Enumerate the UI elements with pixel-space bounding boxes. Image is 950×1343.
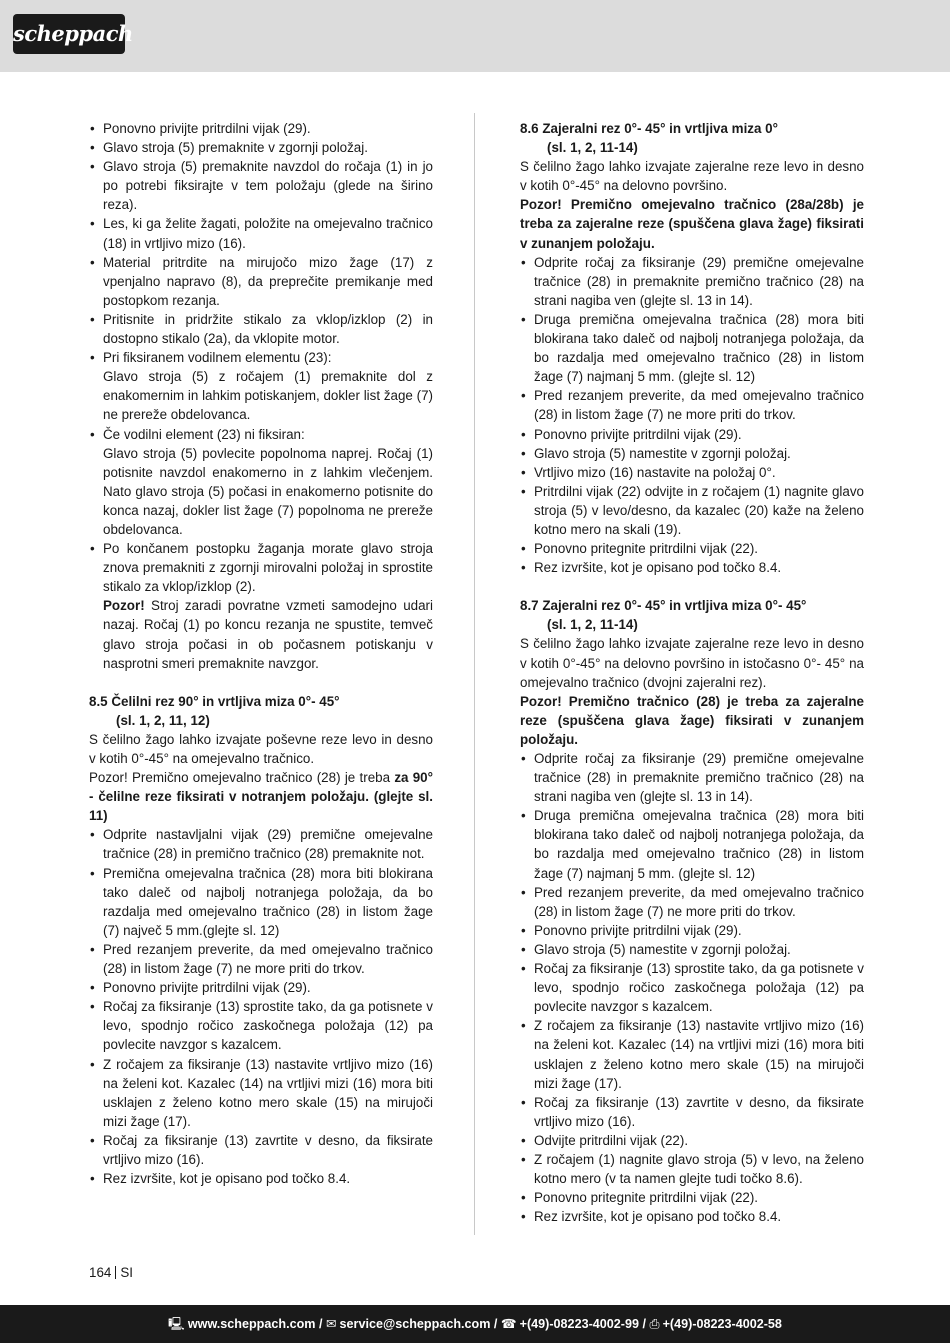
list-item [89, 539, 433, 673]
bullet-list-8-7 [520, 749, 864, 1226]
section-warning: Pozor! Premično omejevalno tračnico (28a/28b) je treba za zajeralne reze (spuščena glava žage) fiksirati v zunanjem položaju. [520, 197, 864, 251]
left-column [89, 119, 433, 1188]
bullet-list-8-5 [89, 825, 433, 1188]
list-item: • Ponovno privijte pritrdilni vijak (29). [89, 119, 433, 138]
section-title: 8.5 Čelilni rez 90° in vrtljiva miza 0°- 45° [89, 693, 340, 709]
warning-label: Pozor! [103, 598, 145, 614]
list-item: • Les, ki ga želite žagati, položite na omejevalno tračnico (18) in vrtljivo mizo (16). [89, 214, 433, 252]
warning-text: Stroj zaradi povratne vzmeti samodejno udari nazaj. Ročaj (1) po koncu rezanja ne spustite, temveč glavo stroja počasi in ob počasnem potiskanju v nasprotni smeri premaknite navzgor. [103, 598, 433, 671]
list-item [89, 425, 433, 540]
section-title: 8.7 Zajeralni rez 0°- 45° in vrtljiva miza 0°- 45° [520, 598, 807, 614]
list-item: • Ponovno pritegnite pritrdilni vijak (22). [520, 1188, 864, 1207]
computer-icon: 🖳 [168, 1317, 185, 1331]
list-item: • Pred rezanjem preverite, da med omejevalno tračnico (28) in listom žage (7) ne more priti do trkov. [520, 883, 864, 921]
section-intro: S čelilno žago lahko izvajate zajeralne reze levo in desno v kotih 0°-45° na delovno površino in istočasno 0°- 45° na omejevalno tračnico (dvojni zajeralni rez). [520, 636, 864, 690]
list-item: • Glavo stroja (5) namestite v zgornji položaj. [520, 444, 864, 463]
list-item: • Glavo stroja (5) namestite v zgornji položaj. [520, 940, 864, 959]
section-subtitle: (sl. 1, 2, 11-14) [547, 140, 638, 156]
list-item: • Odvijte pritrdilni vijak (22). [520, 1131, 864, 1150]
footer-web: www.scheppach.com / [187, 1317, 323, 1331]
page-header [0, 0, 950, 72]
column-divider [474, 113, 475, 1235]
finish-warning [103, 596, 433, 672]
footer-fax: +(49)-08223-4002-58 [662, 1317, 782, 1331]
list-item: • Z ročajem za fiksiranje (13) nastavite vrtljivo mizo (16) na želeni kot. Kazalec (14) na vrtljivi mizi (16) mora biti usklajen z želeno kotno mero skale (15) na mirujoči mizi žage (17). [520, 1016, 864, 1092]
list-item: • Ročaj za fiksiranje (13) zavrtite v desno, da fiksirate vrtljivo mizo (16). [89, 1131, 433, 1169]
section-heading-8-5 [89, 692, 433, 730]
footer-email: service@scheppach.com / [339, 1317, 498, 1331]
bullet-list-8-6 [520, 253, 864, 578]
list-item: • Material pritrdite na mirujočo mizo žage (17) z vpenjalno napravo (8), da preprečite premikanje med postopkom rezanja. [89, 253, 433, 310]
list-item: • Pritrdilni vijak (22) odvijte in z ročajem (1) nagnite glavo stroja (5) v levo/desno, da kazalec (20) kaže na želeno kotno mero na skali (19). [520, 482, 864, 539]
list-item: • Odprite nastavljalni vijak (29) premične omejevalne tračnice (28) in premično tračnico (28) premaknite not. [89, 825, 433, 863]
footer-phone: +(49)-08223-4002-99 / [519, 1317, 646, 1331]
bullet-list-top [89, 119, 433, 673]
section-intro: S čelilno žago lahko izvajate poševne reze levo in desno v kotih 0°-45° na omejevalno tračnico. [89, 731, 433, 766]
right-column [520, 119, 864, 1226]
list-item: • Ponovno privijte pritrdilni vijak (29). [89, 978, 433, 997]
finish-text: • Po končanem postopku žaganja morate glavo stroja znova premakniti z zgornji mirovalni položaj in sprostite stikalo za vklop/izklop (2). [103, 541, 433, 595]
list-item: • Druga premična omejevalna tračnica (28) mora biti blokirana tako daleč od najbolj notranjega položaja, da bo razdalja med omejevalno tračnico (28) in listom žage (7) najmanj 5 mm. (glejte sl. 12) [520, 806, 864, 882]
section-title: 8.6 Zajeralni rez 0°- 45° in vrtljiva miza 0° [520, 121, 778, 136]
list-item: • Rez izvršite, kot je opisano pod točko 8.4. [520, 1207, 864, 1226]
list-item: • Vrtljivo mizo (16) nastavite na položaj 0°. [520, 463, 864, 482]
page-language: SI [120, 1265, 133, 1280]
list-item: • Odprite ročaj za fiksiranje (29) premične omejevalne tračnice (28) in premaknite premično tračnico (28) na strani nagiba ven (glejte sl. 13 in 14). [520, 749, 864, 806]
list-item: • Odprite ročaj za fiksiranje (29) premične omejevalne tračnice (28) in premaknite premično tračnico (28) na strani nagiba ven (glejte sl. 13 in 14). [520, 253, 864, 310]
list-item: • Premična omejevalna tračnica (28) mora biti blokirana tako daleč od najbolj notranjega položaja, da bo razdalja med omejevalno tračnico (28) in listom žage (7) največ 5 mm.(glejte sl. 12) [89, 864, 433, 940]
section-subtitle: (sl. 1, 2, 11, 12) [116, 712, 210, 728]
fixed-guide-intro: • Pri fiksiranem vodilnem elementu (23): [103, 350, 332, 366]
section-warning: Pozor! Premično tračnico (28) je treba za zajeralne reze (spuščena glava žage) fiksirati v zunanjem položaju. [520, 693, 864, 747]
warning-bold: za 90° - čelilne reze fiksirati v notranjem položaju. (glejte sl. 11) [89, 770, 433, 824]
section-intro: S čelilno žago lahko izvajate zajeralne reze levo in desno v kotih 0°-45° na delovno površino. [520, 159, 864, 194]
section-subtitle: (sl. 1, 2, 11-14) [547, 617, 638, 633]
page-footer [0, 1305, 950, 1343]
list-item: • Z ročajem (1) nagnite glavo stroja (5) v levo, na želeno kotno mero (v ta namen glejte tudi točko 8.6). [520, 1150, 864, 1188]
page-number-separator [115, 1266, 116, 1279]
phone-icon: ☎ [500, 1317, 517, 1331]
fax-icon: ⎙ [649, 1317, 660, 1331]
list-item: • Glavo stroja (5) premaknite v zgornji položaj. [89, 138, 433, 157]
list-item [89, 348, 433, 424]
list-item: • Z ročajem za fiksiranje (13) nastavite vrtljivo mizo (16) na želeni kot. Kazalec (14) na vrtljivi mizi (16) mora biti usklajen z želeno kotno mero skale (15) na mirujoči mizi žage (17). [89, 1055, 433, 1131]
list-item: • Rez izvršite, kot je opisano pod točko 8.4. [520, 558, 864, 577]
list-item: • Druga premična omejevalna tračnica (28) mora biti blokirana tako daleč od najbolj notranjega položaja, da bo razdalja med omejevalno tračnico (28) in listom žage (7) najmanj 5 mm. (glejte sl. 12) [520, 310, 864, 386]
section-heading-8-7 [520, 596, 864, 634]
list-item: • Pred rezanjem preverite, da med omejevalno tračnico (28) in listom žage (7) ne more priti do trkov. [520, 386, 864, 424]
email-icon: ✉ [325, 1317, 337, 1331]
list-item: • Pred rezanjem preverite, da med omejevalno tračnico (28) in listom žage (7) ne more priti do trkov. [89, 940, 433, 978]
warning-plain: Pozor! Premično omejevalno tračnico (28) je treba [89, 770, 395, 786]
page-number [89, 1265, 133, 1280]
list-item: • Ročaj za fiksiranje (13) sprostite tako, da ga potisnete v levo, spodnjo ročico zaskočnega položaja (12) pa povlecite navzgor s kazalcem. [520, 959, 864, 1016]
page-number-value: 164 [89, 1265, 112, 1280]
scheppach-logo: scheppach [13, 14, 125, 54]
section-warning [89, 768, 433, 825]
list-item: • Ponovno privijte pritrdilni vijak (29). [520, 425, 864, 444]
list-item: • Glavo stroja (5) premaknite navzdol do ročaja (1) in jo po potrebi fiksirajte v tem položaju (glede na širino reza). [89, 157, 433, 214]
list-item: • Ponovno pritegnite pritrdilni vijak (22). [520, 539, 864, 558]
unfixed-guide-text: Glavo stroja (5) povlecite popolnoma naprej. Ročaj (1) potisnite navzdol enakomerno in z lahkim vlečenjem. Nato glavo stroja (5) počasi in enakomerno potisnite do konca nazaj, dokler list žage (7) popolnoma ne prereže obdelovanca. [103, 445, 433, 537]
list-item: • Ponovno privijte pritrdilni vijak (29). [520, 921, 864, 940]
section-heading-8-6 [520, 119, 864, 157]
list-item: • Pritisnite in pridržite stikalo za vklop/izklop (2) in dostopno stikalo (2a), da vklopite motor. [89, 310, 433, 348]
list-item: • Ročaj za fiksiranje (13) zavrtite v desno, da fiksirate vrtljivo mizo (16). [520, 1093, 864, 1131]
fixed-guide-text: Glavo stroja (5) z ročajem (1) premaknite dol z enakomernim in lahkim potiskanjem, dokler list žage (7) ne prereže obdelovanca. [103, 369, 433, 423]
unfixed-guide-intro: • Če vodilni element (23) ni fiksiran: [103, 426, 305, 442]
list-item: • Rez izvršite, kot je opisano pod točko 8.4. [89, 1169, 433, 1188]
list-item: • Ročaj za fiksiranje (13) sprostite tako, da ga potisnete v levo, spodnjo ročico zaskočnega položaja (12) pa povlecite navzgor s kazalcem. [89, 997, 433, 1054]
